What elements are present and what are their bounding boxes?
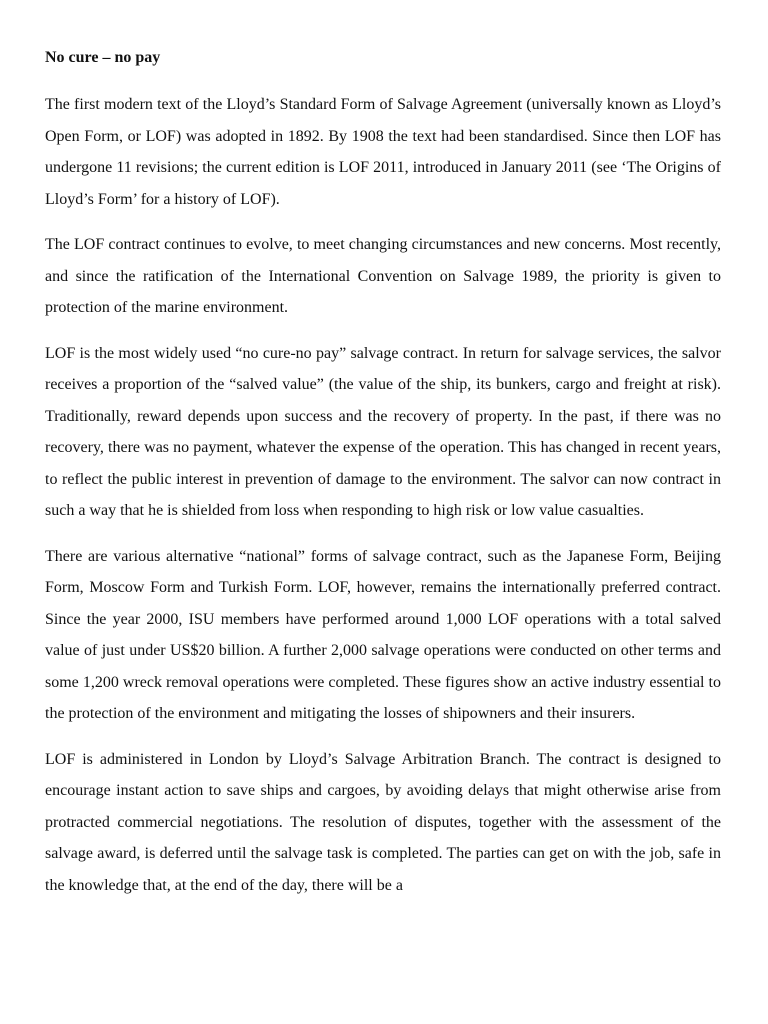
document-page [45, 46, 721, 915]
paragraph-national-forms: There are various alternative “national” forms of salvage contract, such as the Japanese Form, Beijing Form, Moscow Form and Turkish Form. LOF, however, remains the internationally preferred contract. Since the year 2000, ISU members have performed around 1,000 LOF operations with a total salved value of just under US$20 billion. A further 2,000 salvage operations were conducted on other terms and some 1,200 wreck removal operations were completed. These figures show an active industry essential to the protection of the environment and mitigating the losses of shipowners and their insurers. [45, 547, 721, 722]
paragraph-lof-evolution: The LOF contract continues to evolve, to meet changing circumstances and new concerns. Most recently, and since the ratification of the International Convention on Salvage 1989, the priority is given to protection of the marine environment. [45, 236, 721, 316]
section-heading: No cure – no pay [45, 49, 161, 66]
paragraph-no-cure-no-pay: LOF is the most widely used “no cure-no pay” salvage contract. In return for salvage services, the salvor receives a proportion of the “salved value” (the value of the ship, its bunkers, cargo and freight at risk). Traditionally, reward depends upon success and the recovery of property. In the past, if there was no recovery, there was no payment, whatever the expense of the operation. This has changed in recent years, to reflect the public interest in prevention of damage to the environment. The salvor can now contract in such a way that he is shielded from loss when responding to high risk or low value casualties. [45, 344, 721, 519]
paragraph-lof-history: The first modern text of the Lloyd’s Standard Form of Salvage Agreement (universally known as Lloyd’s Open Form, or LOF) was adopted in 1892. By 1908 the text had been standardised. Since then LOF has undergone 11 revisions; the current edition is LOF 2011, introduced in January 2011 (see ‘The Origins of Lloyd’s Form’ for a history of LOF). [45, 96, 721, 208]
paragraph-lof-administration: LOF is administered in London by Lloyd’s Salvage Arbitration Branch. The contract is designed to encourage instant action to save ships and cargoes, by avoiding delays that might otherwise arise from protracted commercial negotiations. The resolution of disputes, together with the assessment of the salvage award, is deferred until the salvage task is completed. The parties can get on with the job, safe in the knowledge that, at the end of the day, there will be a [45, 750, 721, 894]
